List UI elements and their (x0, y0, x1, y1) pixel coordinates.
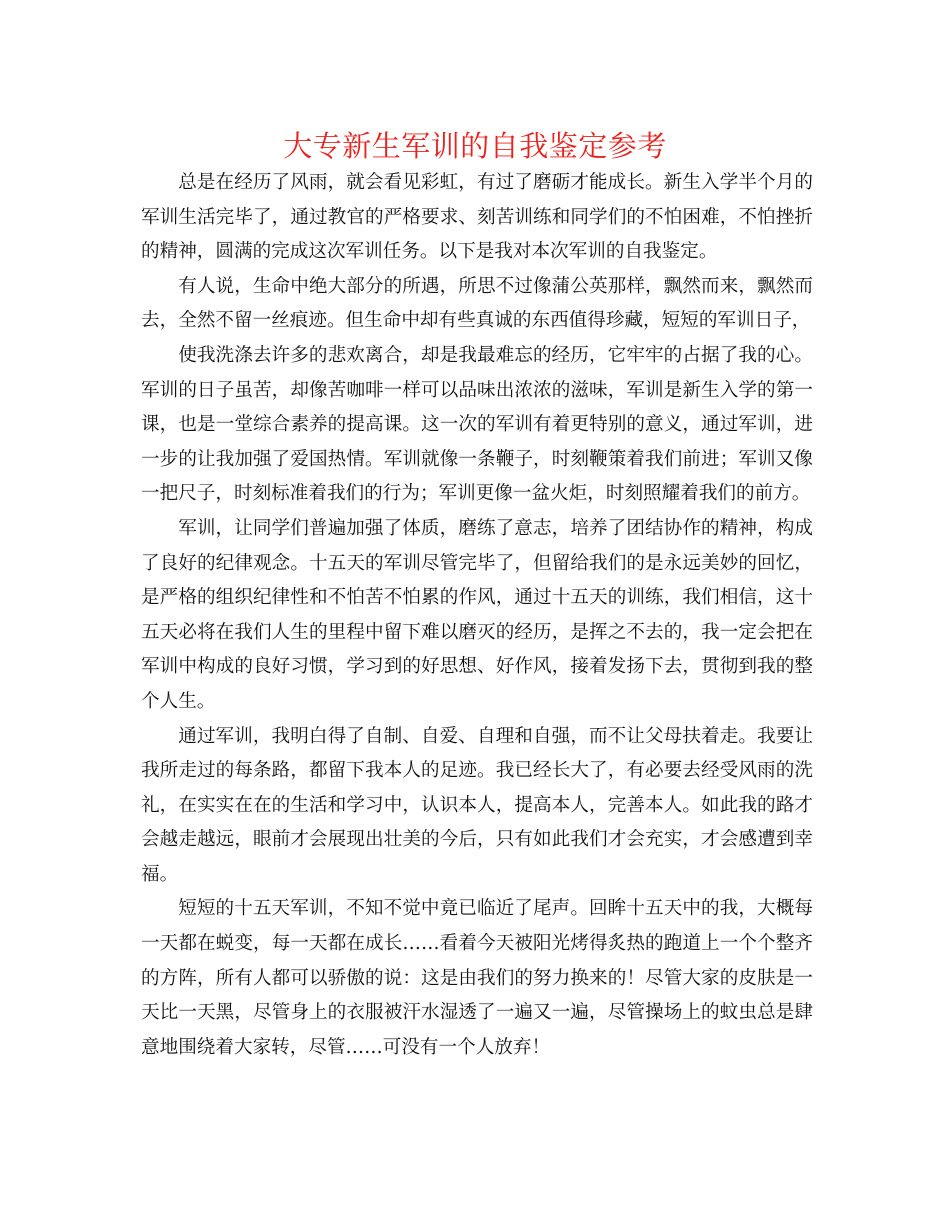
document-title: 大专新生军训的自我鉴定参考 (283, 129, 667, 163)
paragraph-1: 总是在经历了风雨，就会看见彩虹，有过了磨砺才能成长。新生入学半个月的军训生活完毕了，通过教官的严格要求、刻苦训练和同学们的不怕困难，不怕挫折的精神，圆满的完成这次军训任务。以下是我对本次军训的自我鉴定。 (141, 172, 813, 263)
paragraph-5: 通过军训，我明白得了自制、自爱、自理和自强，而不让父母扶着走。我要让我所走过的每条路，都留下我本人的足迹。我已经长大了，有必要去经受风雨的洗礼，在实实在在的生活和学习中，认识本人，提高本人，完善本人。如此我的路才会越走越远，眼前才会展现出壮美的今后，只有如此我们才会充实，才会感遭到幸福。 (141, 725, 813, 885)
paragraph-6: 短短的十五天军训，不知不觉中竟已临近了尾声。回眸十五天中的我，大概每一天都在蜕变，每一天都在成长……看着今天被阳光烤得炙热的跑道上一个个整齐的方阵，所有人都可以骄傲的说：这是由我们的努力换来的！尽管大家的皮肤是一天比一天黑，尽管身上的衣服被汗水湿透了一遍又一遍，尽管操场上的蚊虫总是肆意地围绕着大家转，尽管……可没有一个人放弃！ (141, 898, 813, 1058)
paragraph-3: 使我洗涤去许多的悲欢离合，却是我最难忘的经历，它牢牢的占据了我的心。军训的日子虽苦，却像苦咖啡一样可以品味出浓浓的滋味，军训是新生入学的第一课，也是一堂综合素养的提高课。这一次的军训有着更特别的意义，通过军训，进一步的让我加强了爱国热情。军训就像一条鞭子，时刻鞭策着我们前进；军训又像一把尺子，时刻标准着我们的行为；军训更像一盆火炬，时刻照耀着我们的前方。 (141, 344, 813, 505)
paragraph-4: 军训，让同学们普遍加强了体质，磨练了意志，培养了团结协作的精神，构成了良好的纪律观念。十五天的军训尽管完毕了，但留给我们的是永远美妙的回忆，是严格的组织纪律性和不怕苦不怕累的作风，通过十五天的训练，我们相信，这十五天必将在我们人生的里程中留下难以磨灭的经历，是挥之不去的，我一定会把在军训中构成的良好习惯，学习到的好思想、好作风，接着发扬下去，贯彻到我的整个人生。 (141, 517, 813, 712)
paragraph-2: 有人说，生命中绝大部分的所遇，所思不过像蒲公英那样，飘然而来，飘然而去，全然不留一丝痕迹。但生命中却有些真诚的东西值得珍藏，短短的军训日子， (141, 275, 813, 332)
document-body (141, 166, 813, 1065)
